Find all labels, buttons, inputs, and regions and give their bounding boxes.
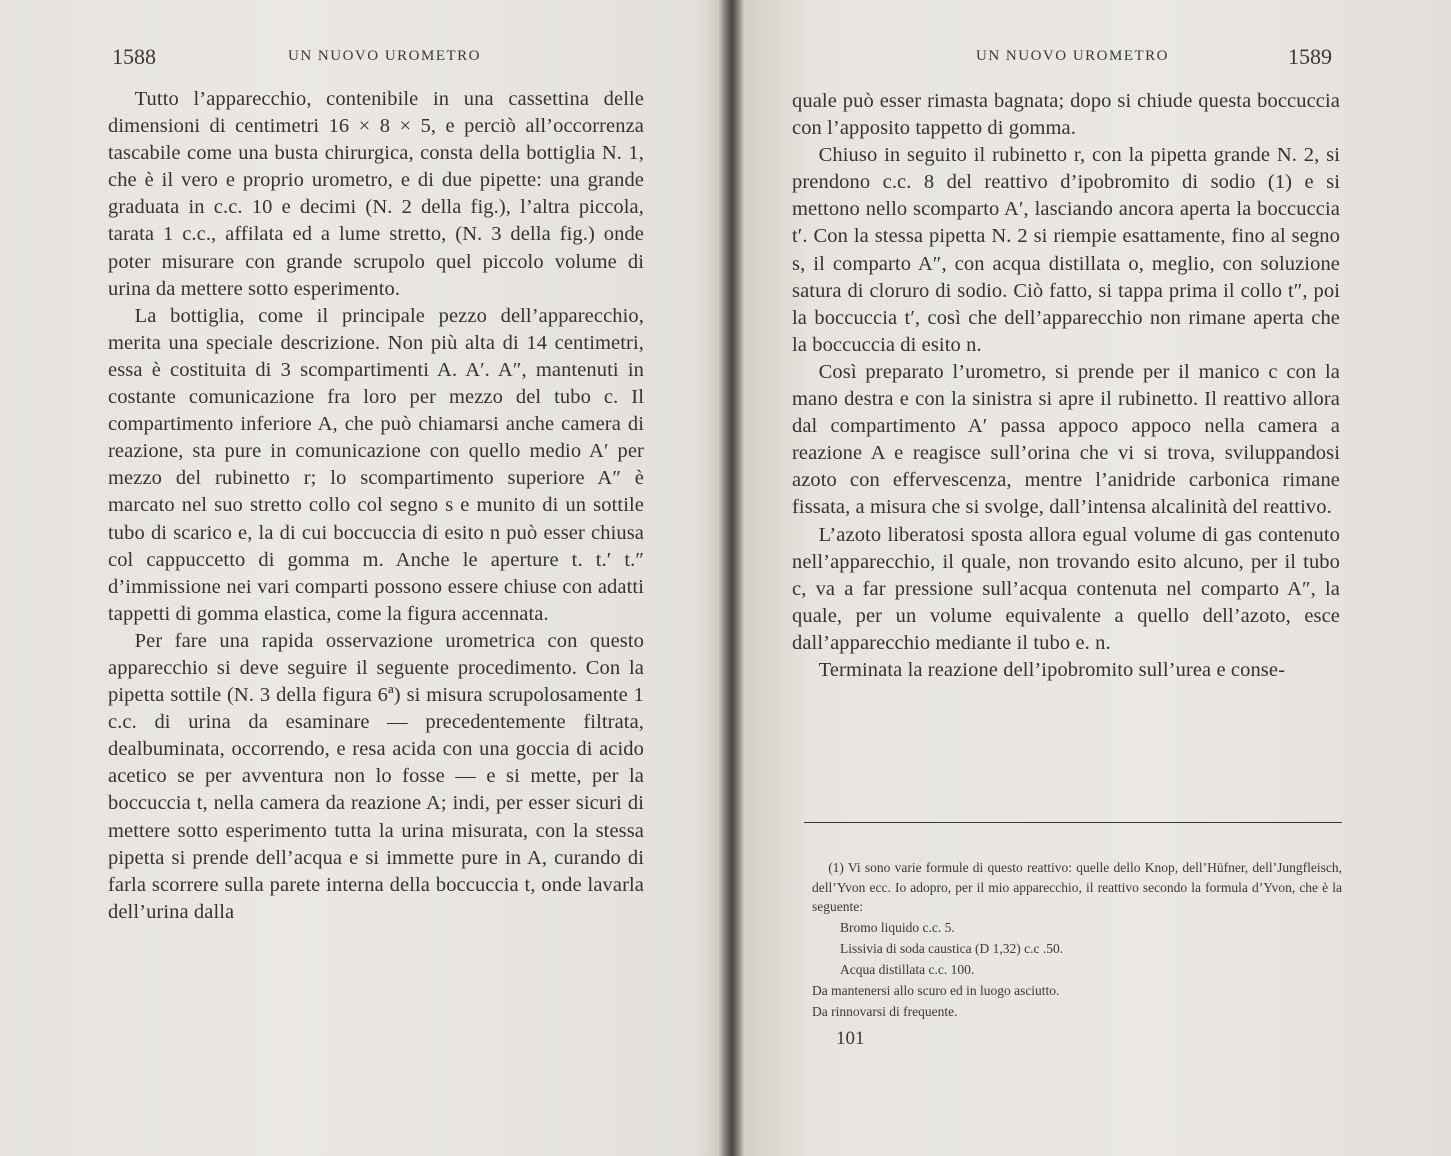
footnote-text: (1) Vi sono varie formule di questo reattivo: quelle dello Knop, dell’Hüfner, dell’Jungfleisch, dell’Yvon ecc. Io adopro, per il mio apparecchio, il reattivo secondo la formula d’Yvon, che è la seguente: — [812, 860, 1342, 914]
paragraph: Per fare una rapida osservazione urometrica con questo apparecchio si deve seguire il seguente procedimento. Con la pipetta sottile (N. 3 della figura 6ª) si misura scrupolosamente 1 c.c. di urina da esaminare — precedentemente filtrata, dealbuminata, occorrendo, e resa acida con una goccia di acido acetico se per avventura non lo fosse — e si mette, per la boccuccia t, nella camera da reazione A; indi, per esser sicuri di mettere sotto esperimento tutta la urina misurata, con la stessa pipetta si prende dell’acqua e si immette pure in A, curando di farla scorrere sulla parete interna della boccuccia t, onde lavarla dell’urina dalla — [108, 629, 644, 923]
body-text — [108, 86, 644, 926]
right-page — [740, 0, 1451, 1156]
running-head: UN NUOVO UROMETRO — [288, 48, 481, 64]
body-text — [792, 88, 1340, 684]
paragraph: Chiuso in seguito il rubinetto r, con la pipetta grande N. 2, si prendono c.c. 8 del reattivo d’ipobromito di sodio (1) e si mettono nello scomparto A′, lasciando ancora aperta la boccuccia t′. Con la stessa pipetta N. 2 si riempie esattamente, fino al segno s, il comparto A″, con acqua distillata o, meglio, con soluzione satura di cloruro di sodio. Ciò fatto, si tappa prima il collo t″, poi la boccuccia t′, così che dell’apparecchio non rimane aperta che la boccuccia di esito n. — [792, 144, 1340, 356]
paragraph: Terminata la reazione dell’ipobromito sull’urea e conse- — [818, 658, 1285, 681]
paragraph: Così preparato l’urometro, si prende per il manico c con la mano destra e con la sinistra si apre il rubinetto. Il reattivo allora dal compartimento A′ passa appoco appoco nella camera a reazione A e reagisce sull’orina che vi si trova, sviluppandosi azoto con effervescenza, mentre l’anidride carbonica rimane fissata, a misura che si svolge, dall’intensa alcalinità del reattivo. — [792, 360, 1340, 519]
left-page — [0, 0, 720, 1156]
recipe-item: Lissivia di soda caustica (D 1,32) c.c .50. — [840, 940, 1064, 956]
footnote-rule — [804, 822, 1342, 823]
footnote-notes — [812, 980, 1342, 1022]
recipe-item: Acqua distillata c.c. 100. — [840, 961, 975, 977]
paragraph: Tutto l’apparecchio, contenibile in una cassettina delle dimensioni di centimetri 16 × 8 × 5, e perciò all’occorrenza tascabile come una busta chirurgica, consta della bottiglia N. 1, che è il vero e proprio urometro, e di due pipette: una grande graduata in c.c. 10 e decimi (N. 2 della fig.), l’altra piccola, tarata 1 c.c., affilata ed a lume stretto, (N. 3 della fig.) onde poter misurare con grande scrupolo quel piccolo volume di urina da mettere sotto esperimento. — [108, 88, 644, 300]
paragraph: L’azoto liberatosi sposta allora egual volume di gas contenuto nell’apparecchio, il quale, non trovando esito alcuno, per il tubo c, va a far pressione sull’acqua contenuta nel comparto A″, la quale, per un volume equivalente a quello dell’azoto, esce dall’apparecchio mediante il tubo e. n. — [792, 523, 1340, 654]
running-head: UN NUOVO UROMETRO — [976, 48, 1169, 64]
footnote-note: Da rinnovarsi di frequente. — [812, 1003, 958, 1019]
page-number: 1588 — [112, 44, 156, 69]
footnote — [812, 858, 1342, 1022]
paragraph: La bottiglia, come il principale pezzo dell’apparecchio, merita una speciale descrizione. Non più alta di 14 centimetri, essa è costituita di 3 scompartimenti A. A′. A″, mantenuti in costante comunicazione fra loro per mezzo del tubo c. Il compartimento inferiore A, che può chiamarsi anche camera di reazione, sta pure in comunicazione con quello medio A′ per mezzo del rubinetto r; lo scompartimento superiore A″ è marcato nel suo stretto collo col segno s e munito di un sottile tubo di scarico e, la di cui boccuccia di esito n può esser chiusa col cappuccetto di gomma m. Anche le aperture t. t.′ t.″ d’immissione nei vari comparti possono essere chiuse con adatti tappetti di gomma elastica, come la figura accennata. — [108, 304, 644, 625]
recipe-item: Bromo liquido c.c. 5. — [840, 919, 955, 935]
paragraph: quale può esser rimasta bagnata; dopo si chiude questa boccuccia con l’apposito tappetto di gomma. — [792, 90, 1340, 140]
signature-mark: 101 — [836, 1028, 865, 1049]
recipe-list — [812, 917, 1342, 980]
page-number: 1589 — [1288, 44, 1332, 69]
footnote-note: Da mantenersi allo scuro ed in luogo asciutto. — [812, 982, 1060, 998]
